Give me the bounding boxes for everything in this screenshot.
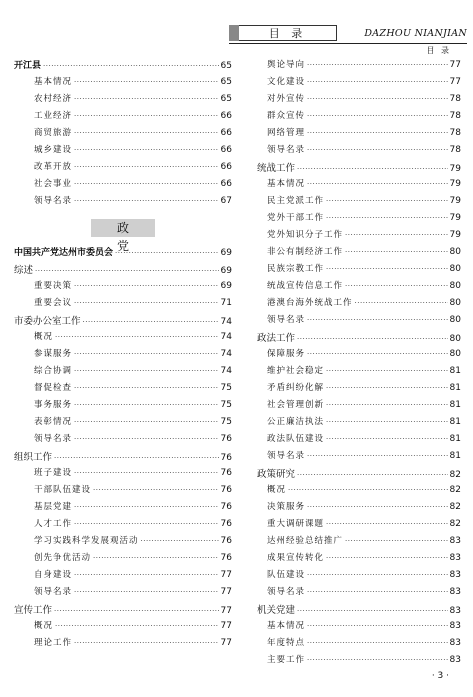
toc-leader-dots: [74, 299, 219, 307]
toc-entry[interactable]: [257, 449, 461, 466]
toc-entry-title: 公正廉洁执法: [267, 417, 325, 427]
toc-entry-page: 76: [220, 485, 232, 495]
toc-leader-dots: [345, 282, 448, 290]
toc-entry-title: 领导名录: [267, 451, 306, 461]
toc-entry-title: 商贸旅游: [34, 128, 73, 138]
toc-leader-dots: [74, 197, 219, 205]
toc-entry-page: 83: [449, 553, 461, 563]
toc-leader-dots: [345, 537, 448, 545]
toc-entry[interactable]: [257, 653, 461, 670]
toc-entry-page: 80: [449, 315, 461, 325]
toc-entry-page: 79: [449, 213, 461, 223]
toc-entry[interactable]: [257, 75, 461, 92]
toc-leader-dots: [35, 267, 219, 275]
toc-entry[interactable]: [257, 279, 461, 296]
toc-leader-dots: [326, 520, 448, 528]
toc-entry[interactable]: [257, 126, 461, 143]
toc-entry[interactable]: [14, 364, 232, 381]
toc-leader-dots: [297, 165, 448, 173]
toc-entry[interactable]: [257, 177, 461, 194]
toc-entry[interactable]: [14, 143, 232, 160]
toc-entry[interactable]: [14, 432, 232, 449]
toc-leader-dots: [54, 454, 219, 462]
toc-entry[interactable]: [257, 160, 461, 177]
toc-leader-dots: [326, 197, 448, 205]
toc-entry[interactable]: [257, 551, 461, 568]
toc-entry-title: 政策研究: [257, 469, 296, 480]
toc-entry-page: 80: [449, 281, 461, 291]
toc-entry[interactable]: [257, 364, 461, 381]
toc-entry[interactable]: [257, 466, 461, 483]
toc-entry-title: 领导名录: [267, 587, 306, 597]
toc-entry-page: 83: [449, 570, 461, 580]
toc-entry-page: 83: [449, 621, 461, 631]
toc-entry-title: 党外干部工作: [267, 213, 325, 223]
toc-entry[interactable]: [14, 449, 232, 466]
toc-leader-dots: [74, 129, 219, 137]
toc-entry-page: 74: [220, 332, 232, 342]
toc-leader-dots: [297, 471, 448, 479]
toc-leader-dots: [54, 607, 219, 615]
toc-entry-page: 79: [449, 230, 461, 240]
toc-entry-page: 83: [449, 606, 461, 616]
toc-leader-dots: [307, 350, 448, 358]
toc-leader-dots: [307, 95, 448, 103]
toc-entry-page: 79: [449, 179, 461, 189]
toc-leader-dots: [74, 163, 219, 171]
toc-entry-title: 理论工作: [34, 638, 73, 648]
toc-entry-title: 宣传工作: [14, 605, 53, 616]
toc-leader-dots: [326, 418, 448, 426]
toc-leader-dots: [307, 571, 448, 579]
toc-leader-dots: [55, 333, 219, 341]
toc-entry-page: 82: [449, 470, 461, 480]
toc-entry[interactable]: [14, 636, 232, 653]
toc-entry[interactable]: [14, 177, 232, 194]
toc-leader-dots: [115, 249, 219, 257]
toc-entry-title: 队伍建设: [267, 570, 306, 580]
toc-entry-page: 74: [220, 349, 232, 359]
toc-entry[interactable]: [14, 415, 232, 432]
toc-entry-title: 年度特点: [267, 638, 306, 648]
toc-entry-page: 83: [449, 587, 461, 597]
toc-entry-title: 班子建设: [34, 468, 73, 478]
toc-entry-title: 概况: [267, 485, 287, 495]
toc-leader-dots: [74, 639, 219, 647]
toc-leader-dots: [307, 656, 448, 664]
toc-entry-title: 领导名录: [267, 145, 306, 155]
toc-entry-title: 督促检查: [34, 383, 73, 393]
toc-leader-dots: [83, 318, 219, 326]
toc-entry-title: 基本情况: [267, 179, 306, 189]
toc-entry-title: 重要会议: [34, 298, 73, 308]
toc-entry-page: 66: [220, 145, 232, 155]
toc-leader-dots: [74, 112, 219, 120]
toc-leader-dots: [326, 384, 448, 392]
toc-entry-title: 综述: [14, 265, 34, 276]
toc-entry-title: 领导名录: [34, 196, 73, 206]
toc-entry[interactable]: [14, 330, 232, 347]
toc-leader-dots: [307, 146, 448, 154]
toc-leader-dots: [326, 401, 448, 409]
toc-entry-page: 80: [449, 334, 461, 344]
toc-entry[interactable]: [14, 619, 232, 636]
toc-entry-title: 机关党建: [257, 605, 296, 616]
toc-entry[interactable]: [14, 568, 232, 585]
toc-entry-title: 保障服务: [267, 349, 306, 359]
toc-entry-page: 76: [220, 502, 232, 512]
toc-entry-title: 工业经济: [34, 111, 73, 121]
toc-entry[interactable]: [257, 143, 461, 160]
toc-entry-page: 77: [220, 638, 232, 648]
toc-leader-dots: [74, 418, 219, 426]
toc-entry[interactable]: [14, 313, 232, 330]
toc-entry[interactable]: [14, 381, 232, 398]
toc-entry[interactable]: [14, 602, 232, 619]
toc-leader-dots: [307, 452, 448, 460]
toc-entry-title: 民族宗教工作: [267, 264, 325, 274]
header-english: DAZHOU NIANJIAN: [364, 27, 467, 39]
toc-entry-title: 学习实践科学发展观活动: [34, 536, 139, 546]
toc-entry-title: 主要工作: [267, 655, 306, 665]
toc-leader-dots: [307, 78, 448, 86]
toc-entry[interactable]: [14, 126, 232, 143]
toc-entry[interactable]: [257, 398, 461, 415]
toc-entry-title: 中国共产党达州市委员会: [14, 248, 114, 258]
toc-entry[interactable]: [14, 92, 232, 109]
toc-entry-page: 82: [449, 519, 461, 529]
toc-leader-dots: [307, 622, 448, 630]
toc-entry-page: 76: [220, 434, 232, 444]
toc-leader-dots: [326, 214, 448, 222]
toc-entry[interactable]: [14, 517, 232, 534]
toc-entry[interactable]: [257, 262, 461, 279]
toc-entry[interactable]: [14, 466, 232, 483]
toc-leader-dots: [74, 367, 219, 375]
toc-entry-title: 领导名录: [34, 434, 73, 444]
toc-entry-page: 79: [449, 196, 461, 206]
toc-entry[interactable]: [14, 585, 232, 602]
toc-entry-title: 维护社会稳定: [267, 366, 325, 376]
toc-entry-title: 参谋服务: [34, 349, 73, 359]
toc-entry-page: 80: [449, 349, 461, 359]
toc-leader-dots: [345, 231, 448, 239]
toc-entry-page: 77: [220, 606, 232, 616]
header-title: 目 录: [239, 25, 337, 41]
toc-entry-page: 79: [449, 164, 461, 174]
toc-entry-title: 重要决策: [34, 281, 73, 291]
toc-leader-dots: [307, 639, 448, 647]
toc-entry-page: 66: [220, 162, 232, 172]
toc-entry-title: 开江县: [14, 61, 42, 71]
toc-entry-page: 80: [449, 264, 461, 274]
toc-entry-page: 78: [449, 128, 461, 138]
toc-entry-title: 干部队伍建设: [34, 485, 92, 495]
toc-entry-page: 82: [449, 485, 461, 495]
toc-leader-dots: [307, 316, 448, 324]
toc-entry-page: 66: [220, 179, 232, 189]
toc-entry[interactable]: [257, 432, 461, 449]
toc-entry-page: 71: [220, 298, 232, 308]
toc-leader-dots: [307, 61, 448, 69]
toc-entry[interactable]: [257, 228, 461, 245]
toc-entry-page: 78: [449, 111, 461, 121]
toc-entry-title: 领导名录: [34, 587, 73, 597]
toc-leader-dots: [297, 607, 448, 615]
toc-entry[interactable]: [257, 619, 461, 636]
toc-entry-title: 城乡建设: [34, 145, 73, 155]
toc-entry-title: 概况: [34, 332, 54, 342]
toc-leader-dots: [288, 486, 448, 494]
toc-entry-title: 党外知识分子工作: [267, 230, 344, 240]
toc-entry-page: 83: [449, 536, 461, 546]
toc-entry-title: 人才工作: [34, 519, 73, 529]
toc-entry[interactable]: [257, 313, 461, 330]
toc-entry-page: 80: [449, 298, 461, 308]
toc-entry[interactable]: [257, 483, 461, 500]
toc-leader-dots: [355, 299, 448, 307]
toc-entry[interactable]: [257, 585, 461, 602]
toc-entry-title: 概况: [34, 621, 54, 631]
toc-entry[interactable]: [257, 381, 461, 398]
toc-entry-page: 69: [220, 248, 232, 258]
toc-entry[interactable]: [14, 296, 232, 313]
toc-entry-title: 统战工作: [257, 163, 296, 174]
toc-entry-title: 舆论导向: [267, 60, 306, 70]
toc-entry[interactable]: [14, 75, 232, 92]
toc-entry[interactable]: [257, 245, 461, 262]
toc-leader-dots: [326, 554, 448, 562]
header-bar: [229, 25, 239, 41]
toc-entry-page: 76: [220, 553, 232, 563]
toc-entry[interactable]: [257, 500, 461, 517]
toc-entry-page: 69: [220, 281, 232, 291]
toc-entry-page: 80: [449, 247, 461, 257]
page-number: · 3 ·: [431, 671, 449, 681]
toc-entry[interactable]: [257, 58, 461, 75]
toc-entry-title: 综合协调: [34, 366, 73, 376]
toc-entry[interactable]: [257, 636, 461, 653]
toc-leader-dots: [307, 180, 448, 188]
toc-entry-title: 群众宣传: [267, 111, 306, 121]
toc-entry[interactable]: [14, 534, 232, 551]
toc-entry-page: 74: [220, 366, 232, 376]
toc-leader-dots: [74, 503, 219, 511]
toc-leader-dots: [326, 367, 448, 375]
toc-leader-dots: [74, 588, 219, 596]
header-subtitle: 目 录: [426, 46, 451, 55]
toc-entry-page: 83: [449, 655, 461, 665]
toc-entry[interactable]: [14, 194, 232, 211]
toc-leader-dots: [141, 537, 219, 545]
toc-entry[interactable]: [14, 279, 232, 296]
toc-entry-title: 表彰情况: [34, 417, 73, 427]
toc-leader-dots: [74, 435, 219, 443]
toc-entry[interactable]: [257, 568, 461, 585]
toc-leader-dots: [74, 78, 219, 86]
toc-entry-page: 82: [449, 502, 461, 512]
toc-leader-dots: [74, 384, 219, 392]
toc-entry[interactable]: [257, 534, 461, 551]
section-heading-label: 政党: [91, 219, 155, 237]
toc-entry-page: 77: [220, 570, 232, 580]
toc-entry[interactable]: [14, 109, 232, 126]
toc-entry-title: 组织工作: [14, 452, 53, 463]
header-rule: [229, 43, 467, 44]
toc-entry[interactable]: [257, 517, 461, 534]
toc-entry[interactable]: [257, 211, 461, 228]
toc-entry[interactable]: [257, 415, 461, 432]
toc-entry[interactable]: [257, 296, 461, 313]
toc-leader-dots: [74, 571, 219, 579]
toc-entry-title: 基本情况: [34, 77, 73, 87]
toc-entry-page: 75: [220, 383, 232, 393]
toc-entry-page: 65: [220, 77, 232, 87]
toc-entry-title: 决策服务: [267, 502, 306, 512]
toc-leader-dots: [326, 435, 448, 443]
toc-leader-dots: [74, 95, 219, 103]
toc-entry-title: 矛盾纠纷化解: [267, 383, 325, 393]
toc-entry-title: 重大调研课题: [267, 519, 325, 529]
toc-leader-dots: [74, 180, 219, 188]
toc-leader-dots: [326, 265, 448, 273]
toc-entry-title: 对外宣传: [267, 94, 306, 104]
toc-entry[interactable]: [257, 330, 461, 347]
toc-entry[interactable]: [14, 347, 232, 364]
toc-leader-dots: [74, 282, 219, 290]
toc-entry-page: 76: [220, 519, 232, 529]
toc-entry-page: 74: [220, 317, 232, 327]
toc-entry-title: 成果宣传转化: [267, 553, 325, 563]
toc-entry-page: 66: [220, 128, 232, 138]
toc-entry-page: 76: [220, 453, 232, 463]
toc-entry-title: 创先争优活动: [34, 553, 92, 563]
toc-entry[interactable]: [14, 58, 232, 75]
toc-entry-title: 基层党建: [34, 502, 73, 512]
toc-entry-title: 文化建设: [267, 77, 306, 87]
toc-entry-page: 67: [220, 196, 232, 206]
toc-entry-page: 77: [220, 621, 232, 631]
toc-entry-page: 81: [449, 383, 461, 393]
toc-entry-title: 政法工作: [257, 333, 296, 344]
toc-entry[interactable]: [14, 551, 232, 568]
toc-leader-dots: [297, 335, 448, 343]
toc-entry-page: 83: [449, 638, 461, 648]
running-header: [229, 25, 467, 41]
toc-entry-title: 事务服务: [34, 400, 73, 410]
toc-leader-dots: [74, 146, 219, 154]
toc-entry-page: 75: [220, 417, 232, 427]
toc-leader-dots: [307, 503, 448, 511]
toc-entry-title: 改革开放: [34, 162, 73, 172]
toc-entry-title: 农村经济: [34, 94, 73, 104]
toc-entry-page: 66: [220, 111, 232, 121]
toc-leader-dots: [345, 248, 448, 256]
toc-leader-dots: [74, 401, 219, 409]
toc-entry-title: 社会事业: [34, 179, 73, 189]
toc-entry-page: 65: [220, 94, 232, 104]
toc-entry[interactable]: [14, 500, 232, 517]
toc-entry-page: 69: [220, 266, 232, 276]
toc-entry-title: 达州经验总结推广: [267, 536, 344, 546]
toc-leader-dots: [43, 62, 219, 70]
toc-entry-page: 77: [220, 587, 232, 597]
toc-entry-page: 76: [220, 468, 232, 478]
toc-entry[interactable]: [257, 194, 461, 211]
toc-entry[interactable]: [14, 398, 232, 415]
toc-entry-title: 民主党派工作: [267, 196, 325, 206]
toc-entry-title: 政法队伍建设: [267, 434, 325, 444]
toc-entry-title: 社会管理创新: [267, 400, 325, 410]
toc-entry-title: 自身建设: [34, 570, 73, 580]
toc-leader-dots: [74, 350, 219, 358]
toc-entry-page: 81: [449, 366, 461, 376]
toc-leader-dots: [74, 469, 219, 477]
toc-column-left: [14, 58, 232, 653]
toc-leader-dots: [307, 588, 448, 596]
toc-entry[interactable]: [14, 262, 232, 279]
toc-entry-title: 领导名录: [267, 315, 306, 325]
toc-entry-page: 75: [220, 400, 232, 410]
toc-entry-page: 81: [449, 400, 461, 410]
toc-leader-dots: [55, 622, 219, 630]
toc-entry[interactable]: [14, 483, 232, 500]
toc-entry-page: 65: [220, 61, 232, 71]
toc-leader-dots: [307, 129, 448, 137]
toc-entry-page: 77: [449, 60, 461, 70]
toc-entry[interactable]: [257, 347, 461, 364]
toc-entry-page: 78: [449, 94, 461, 104]
toc-entry-title: 市委办公室工作: [14, 316, 81, 327]
toc-entry[interactable]: [257, 602, 461, 619]
toc-entry-title: 非公有制经济工作: [267, 247, 344, 257]
toc-leader-dots: [93, 554, 219, 562]
toc-entry-title: 统战宣传信息工作: [267, 281, 344, 291]
toc-entry[interactable]: [257, 92, 461, 109]
toc-leader-dots: [93, 486, 219, 494]
toc-column-right: [257, 58, 461, 670]
toc-leader-dots: [307, 112, 448, 120]
toc-entry-page: 81: [449, 451, 461, 461]
toc-entry-title: 网络管理: [267, 128, 306, 138]
toc-entry-page: 76: [220, 536, 232, 546]
toc-entry-page: 78: [449, 145, 461, 155]
toc-entry[interactable]: [14, 160, 232, 177]
toc-leader-dots: [74, 520, 219, 528]
toc-entry-title: 港澳台海外统战工作: [267, 298, 353, 308]
toc-entry[interactable]: [257, 109, 461, 126]
toc-entry-page: 77: [449, 77, 461, 87]
toc-entry-page: 81: [449, 417, 461, 427]
toc-entry-page: 81: [449, 434, 461, 444]
toc-entry-title: 基本情况: [267, 621, 306, 631]
